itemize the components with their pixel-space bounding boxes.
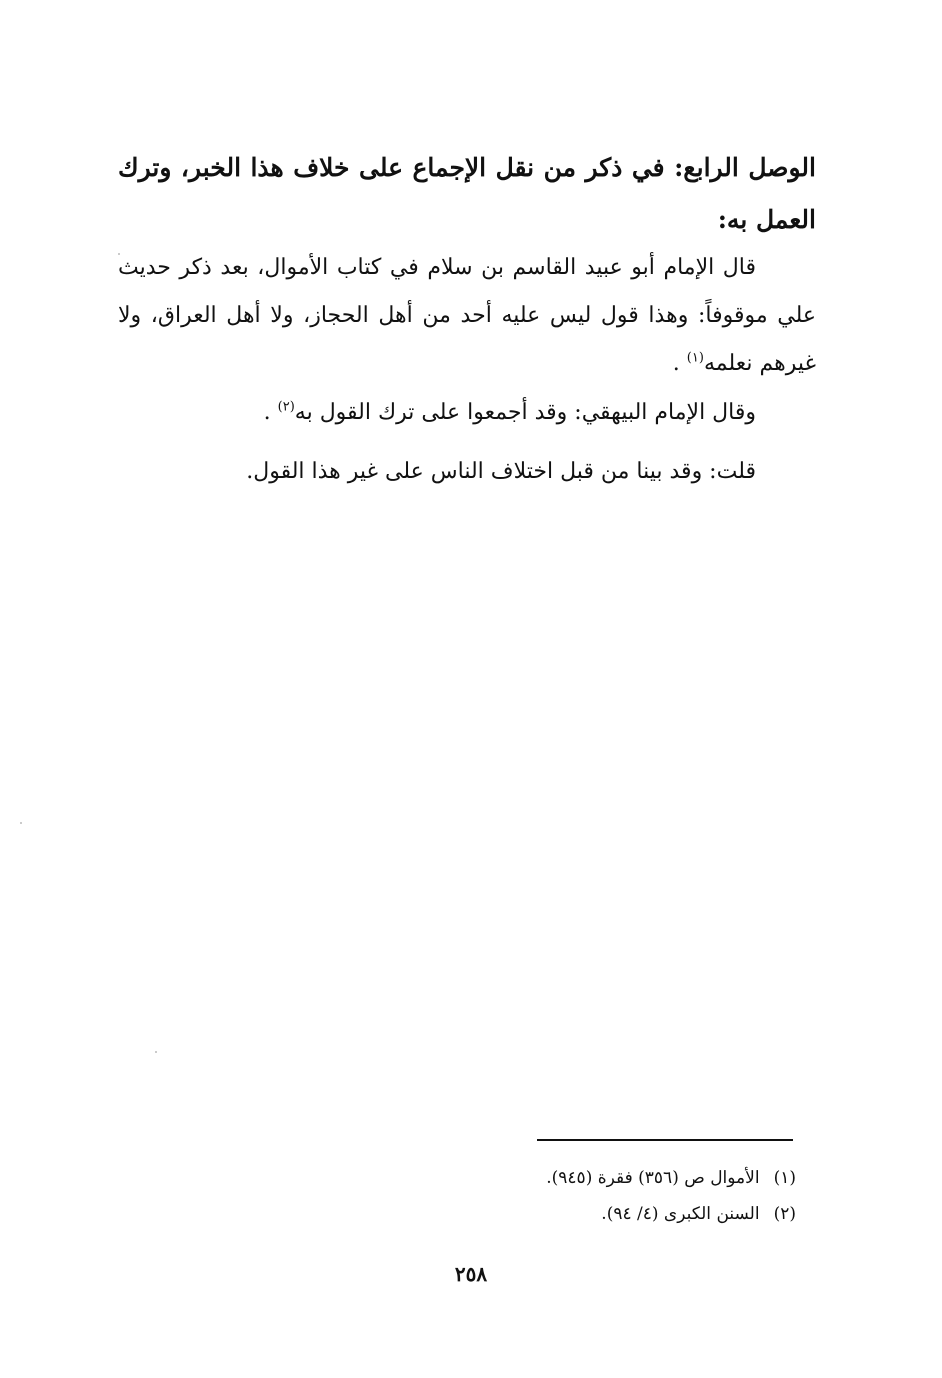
paragraph-1-text: قال الإمام أبو عبيد القاسم بن سلام في كتاب الأموال، بعد ذكر حديث علي موقوفاً: وهذا قول ليس عليه أحد من أهل الحجاز، ولا أهل العراق، ولا غيرهم نعلمه: [118, 255, 816, 376]
paragraph-1-end: .: [672, 351, 687, 376]
footnote-2-text: السنن الكبرى (٤/ ٩٤).: [601, 1204, 760, 1224]
scan-speck: [118, 253, 120, 255]
footnote-1: [420, 1160, 796, 1196]
paragraph-2: [118, 389, 816, 437]
footnote-ref-2: (٢): [277, 399, 295, 415]
scan-speck: [155, 1051, 157, 1053]
paragraph-3: [118, 448, 816, 496]
footnote-1-number: (١): [773, 1168, 796, 1188]
footnote-separator: [537, 1139, 793, 1141]
paragraph-2-text: وقال الإمام البيهقي: وقد أجمعوا على ترك القول به: [294, 400, 756, 425]
paragraph-1: [118, 244, 816, 388]
scan-speck: [20, 822, 22, 824]
footnote-1-text: الأموال ص (٣٥٦) فقرة (٩٤٥).: [546, 1168, 760, 1188]
footnote-2-number: (٢): [773, 1204, 796, 1224]
footnote-ref-1: (١): [686, 350, 704, 366]
footnotes: [420, 1160, 796, 1232]
paragraph-3-text: قلت: وقد بينا من قبل اختلاف الناس على غير هذا القول.: [246, 459, 756, 484]
page-number: ٢٥٨: [454, 1262, 488, 1286]
section-heading: الوصل الرابع: في ذكر من نقل الإجماع على خلاف هذا الخبر، وترك العمل به:: [118, 153, 816, 234]
footnote-2: [420, 1196, 796, 1232]
paragraph-2-end: .: [263, 400, 278, 425]
